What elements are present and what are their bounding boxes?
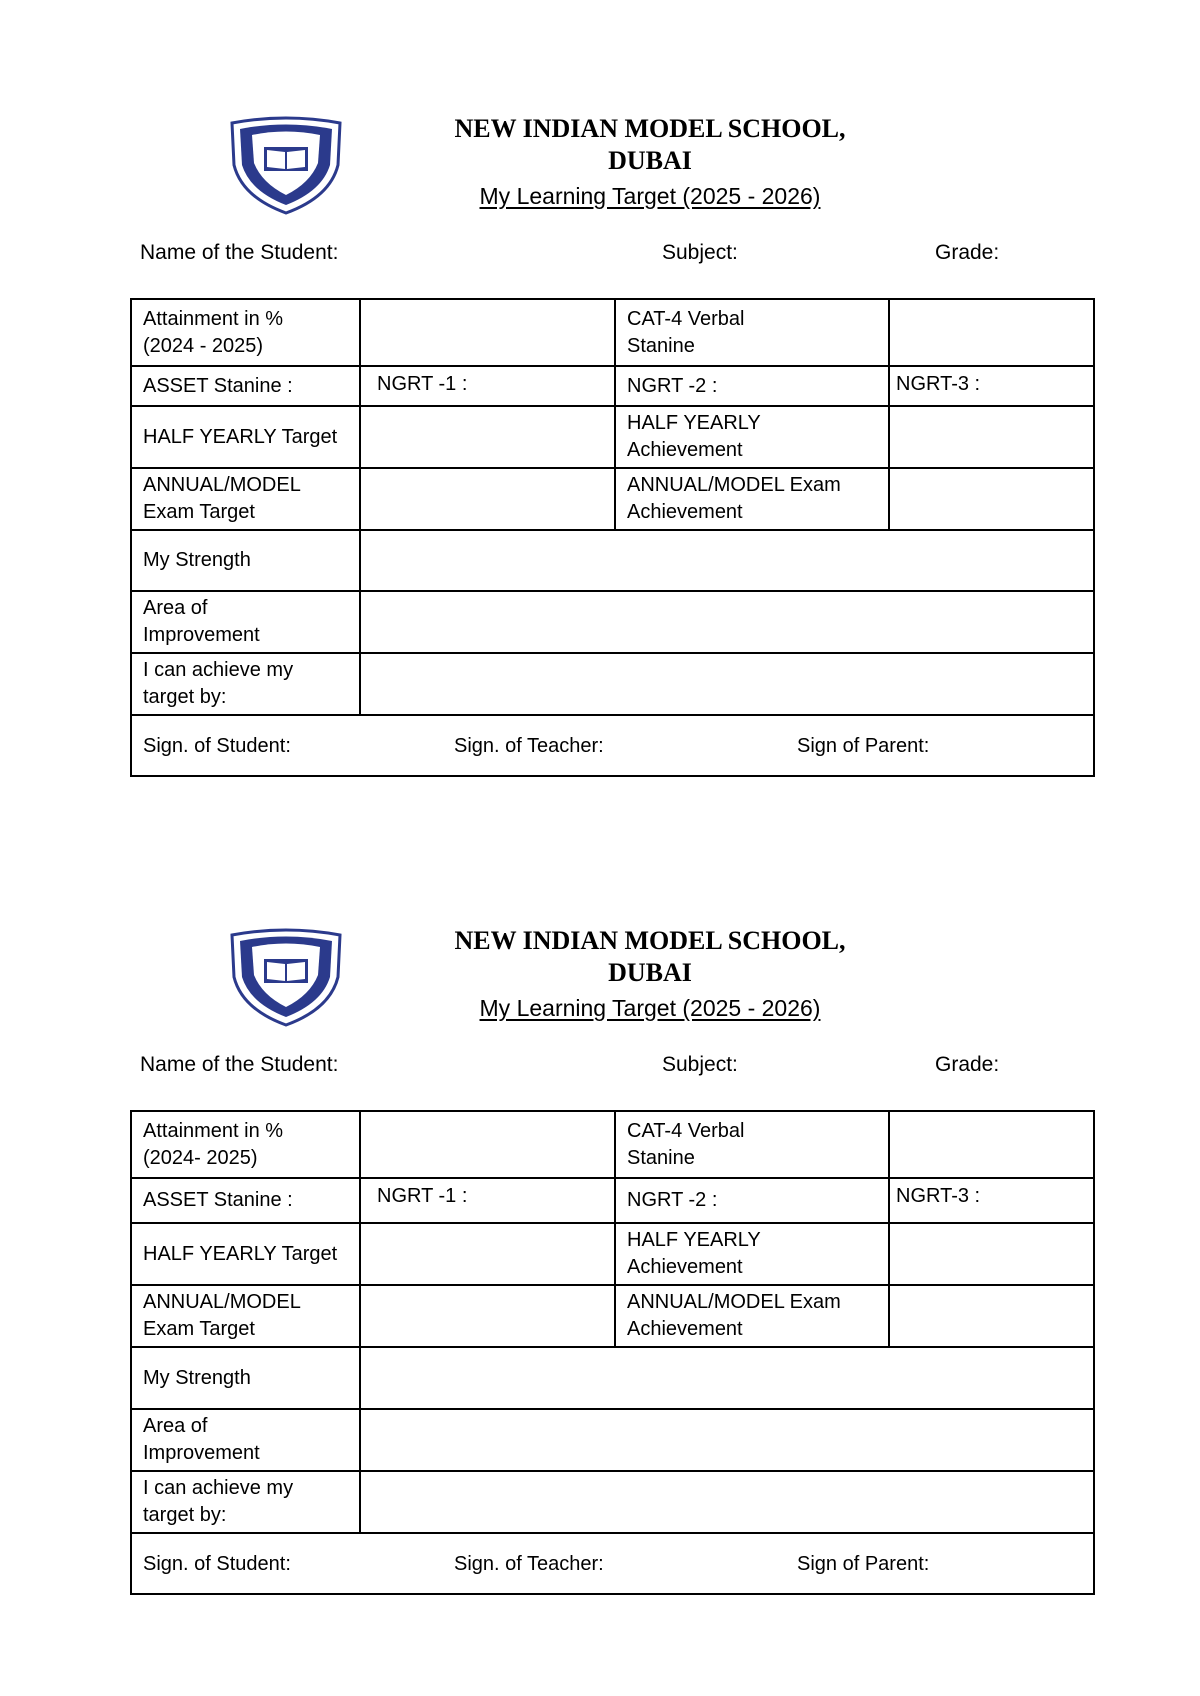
learning-target-table xyxy=(130,1110,1095,1595)
cat4-label-line1: CAT-4 Verbal xyxy=(627,307,745,330)
area-of-improvement-cell[interactable] xyxy=(360,1409,1094,1471)
form-subtitle-text: My Learning Target (2025 - 2026) xyxy=(479,183,821,209)
half-yearly-achievement-line2: Achievement xyxy=(627,1256,743,1278)
ngrt3-label[interactable]: NGRT-3 : xyxy=(889,1178,1094,1223)
sign-teacher-label: Sign. of Teacher: xyxy=(454,735,604,757)
cat4-label-line2: Stanine xyxy=(627,334,695,357)
area-of-improvement-label xyxy=(131,1409,360,1471)
achieve-target-line1: I can achieve my xyxy=(143,1477,294,1499)
ngrt3-label[interactable]: NGRT-3 : xyxy=(889,366,1094,406)
my-strength-label: My Strength xyxy=(131,530,360,591)
half-yearly-achievement-line1: HALF YEARLY xyxy=(627,1229,761,1251)
achieve-target-line1: I can achieve my xyxy=(143,659,294,681)
table-row xyxy=(131,1111,1094,1178)
attainment-label xyxy=(131,299,360,366)
subject-label: Subject: xyxy=(662,1053,738,1076)
table-row xyxy=(131,653,1094,715)
annual-exam-achievement-cell[interactable] xyxy=(889,468,1094,530)
form-subtitle xyxy=(400,994,900,1022)
school-name xyxy=(400,113,900,177)
annual-exam-target-label xyxy=(131,468,360,530)
table-row xyxy=(131,1409,1094,1471)
school-name-line2: DUBAI xyxy=(608,958,692,987)
signature-row xyxy=(131,1533,1094,1594)
table-row xyxy=(131,406,1094,468)
half-yearly-achievement-cell[interactable] xyxy=(889,1223,1094,1285)
area-of-improvement-line1: Area of xyxy=(143,597,208,619)
half-yearly-target-cell[interactable] xyxy=(360,1223,615,1285)
table-row xyxy=(131,299,1094,366)
asset-stanine-label: ASSET Stanine : xyxy=(131,366,360,406)
my-strength-cell[interactable] xyxy=(360,1347,1094,1409)
achieve-target-line2: target by: xyxy=(143,1504,227,1526)
half-yearly-achievement-label xyxy=(615,1223,889,1285)
annual-exam-target-line2: Exam Target xyxy=(143,1318,255,1340)
half-yearly-target-label: HALF YEARLY Target xyxy=(131,406,360,468)
annual-exam-achievement-line2: Achievement xyxy=(627,1318,743,1340)
ngrt1-label[interactable]: NGRT -1 : xyxy=(360,1178,615,1223)
achieve-target-label xyxy=(131,1471,360,1533)
half-yearly-achievement-label xyxy=(615,406,889,468)
annual-exam-target-line1: ANNUAL/MODEL xyxy=(143,474,301,496)
annual-exam-target-label xyxy=(131,1285,360,1347)
signature-row xyxy=(131,715,1094,776)
student-name-label: Name of the Student: xyxy=(140,241,339,264)
table-row xyxy=(131,1347,1094,1409)
sign-student-label: Sign. of Student: xyxy=(143,1553,291,1575)
cat4-label-line2: Stanine xyxy=(627,1146,695,1169)
half-yearly-target-cell[interactable] xyxy=(360,406,615,468)
attainment-value-cell[interactable] xyxy=(360,299,615,366)
area-of-improvement-line2: Improvement xyxy=(143,1442,260,1464)
sign-student-label: Sign. of Student: xyxy=(143,735,291,757)
learning-target-form-1 xyxy=(0,0,1200,800)
annual-exam-achievement-label xyxy=(615,1285,889,1347)
achieve-target-cell[interactable] xyxy=(360,653,1094,715)
annual-exam-achievement-line1: ANNUAL/MODEL Exam xyxy=(627,1291,841,1313)
school-name xyxy=(400,925,900,989)
area-of-improvement-line1: Area of xyxy=(143,1415,208,1437)
table-row xyxy=(131,715,1094,776)
half-yearly-achievement-cell[interactable] xyxy=(889,406,1094,468)
annual-exam-target-cell[interactable] xyxy=(360,468,615,530)
attainment-value-cell[interactable] xyxy=(360,1111,615,1178)
annual-exam-target-line2: Exam Target xyxy=(143,501,255,523)
school-name-line1: NEW INDIAN MODEL SCHOOL, xyxy=(454,114,846,143)
annual-exam-achievement-line1: ANNUAL/MODEL Exam xyxy=(627,474,841,496)
form-subtitle xyxy=(400,182,900,210)
table-row xyxy=(131,530,1094,591)
sign-teacher-label: Sign. of Teacher: xyxy=(454,1553,604,1575)
attainment-label xyxy=(131,1111,360,1178)
school-name-line1: NEW INDIAN MODEL SCHOOL, xyxy=(454,926,846,955)
form-subtitle-text: My Learning Target (2025 - 2026) xyxy=(479,995,821,1021)
table-row xyxy=(131,1223,1094,1285)
area-of-improvement-label xyxy=(131,591,360,653)
table-row xyxy=(131,1178,1094,1223)
table-row xyxy=(131,591,1094,653)
asset-stanine-label: ASSET Stanine : xyxy=(131,1178,360,1223)
grade-label: Grade: xyxy=(935,1053,1000,1076)
half-yearly-achievement-line1: HALF YEARLY xyxy=(627,412,761,434)
cat4-value-cell[interactable] xyxy=(889,299,1094,366)
ngrt1-label[interactable]: NGRT -1 : xyxy=(360,366,615,406)
school-name-line2: DUBAI xyxy=(608,146,692,175)
sign-parent-label: Sign of Parent: xyxy=(797,735,930,757)
attainment-label-line2: (2024- 2025) xyxy=(143,1146,258,1169)
student-name-label: Name of the Student: xyxy=(140,1053,339,1076)
annual-exam-achievement-label xyxy=(615,468,889,530)
ngrt2-label[interactable]: NGRT -2 : xyxy=(615,1178,889,1223)
school-crest-logo-icon xyxy=(222,927,350,1027)
attainment-label-line1: Attainment in % xyxy=(143,307,284,330)
annual-exam-achievement-line2: Achievement xyxy=(627,501,743,523)
area-of-improvement-line2: Improvement xyxy=(143,624,260,646)
cat4-label xyxy=(615,1111,889,1178)
achieve-target-cell[interactable] xyxy=(360,1471,1094,1533)
learning-target-table xyxy=(130,298,1095,777)
achieve-target-label xyxy=(131,653,360,715)
ngrt2-label[interactable]: NGRT -2 : xyxy=(615,366,889,406)
cat4-label-line1: CAT-4 Verbal xyxy=(627,1119,745,1142)
my-strength-label: My Strength xyxy=(131,1347,360,1409)
attainment-label-line2: (2024 - 2025) xyxy=(143,334,264,357)
half-yearly-target-label: HALF YEARLY Target xyxy=(131,1223,360,1285)
annual-exam-achievement-cell[interactable] xyxy=(889,1285,1094,1347)
half-yearly-achievement-line2: Achievement xyxy=(627,439,743,461)
subject-label: Subject: xyxy=(662,241,738,264)
table-row xyxy=(131,1533,1094,1594)
cat4-value-cell[interactable] xyxy=(889,1111,1094,1178)
table-row xyxy=(131,1285,1094,1347)
annual-exam-target-cell[interactable] xyxy=(360,1285,615,1347)
area-of-improvement-cell[interactable] xyxy=(360,591,1094,653)
achieve-target-line2: target by: xyxy=(143,686,227,708)
school-crest-logo-icon xyxy=(222,115,350,215)
table-row xyxy=(131,468,1094,530)
table-row xyxy=(131,1471,1094,1533)
my-strength-cell[interactable] xyxy=(360,530,1094,591)
annual-exam-target-line1: ANNUAL/MODEL xyxy=(143,1291,301,1313)
sign-parent-label: Sign of Parent: xyxy=(797,1553,930,1575)
attainment-label-line1: Attainment in % xyxy=(143,1119,284,1142)
table-row xyxy=(131,366,1094,406)
grade-label: Grade: xyxy=(935,241,1000,264)
cat4-label xyxy=(615,299,889,366)
learning-target-form-2 xyxy=(0,812,1200,1612)
